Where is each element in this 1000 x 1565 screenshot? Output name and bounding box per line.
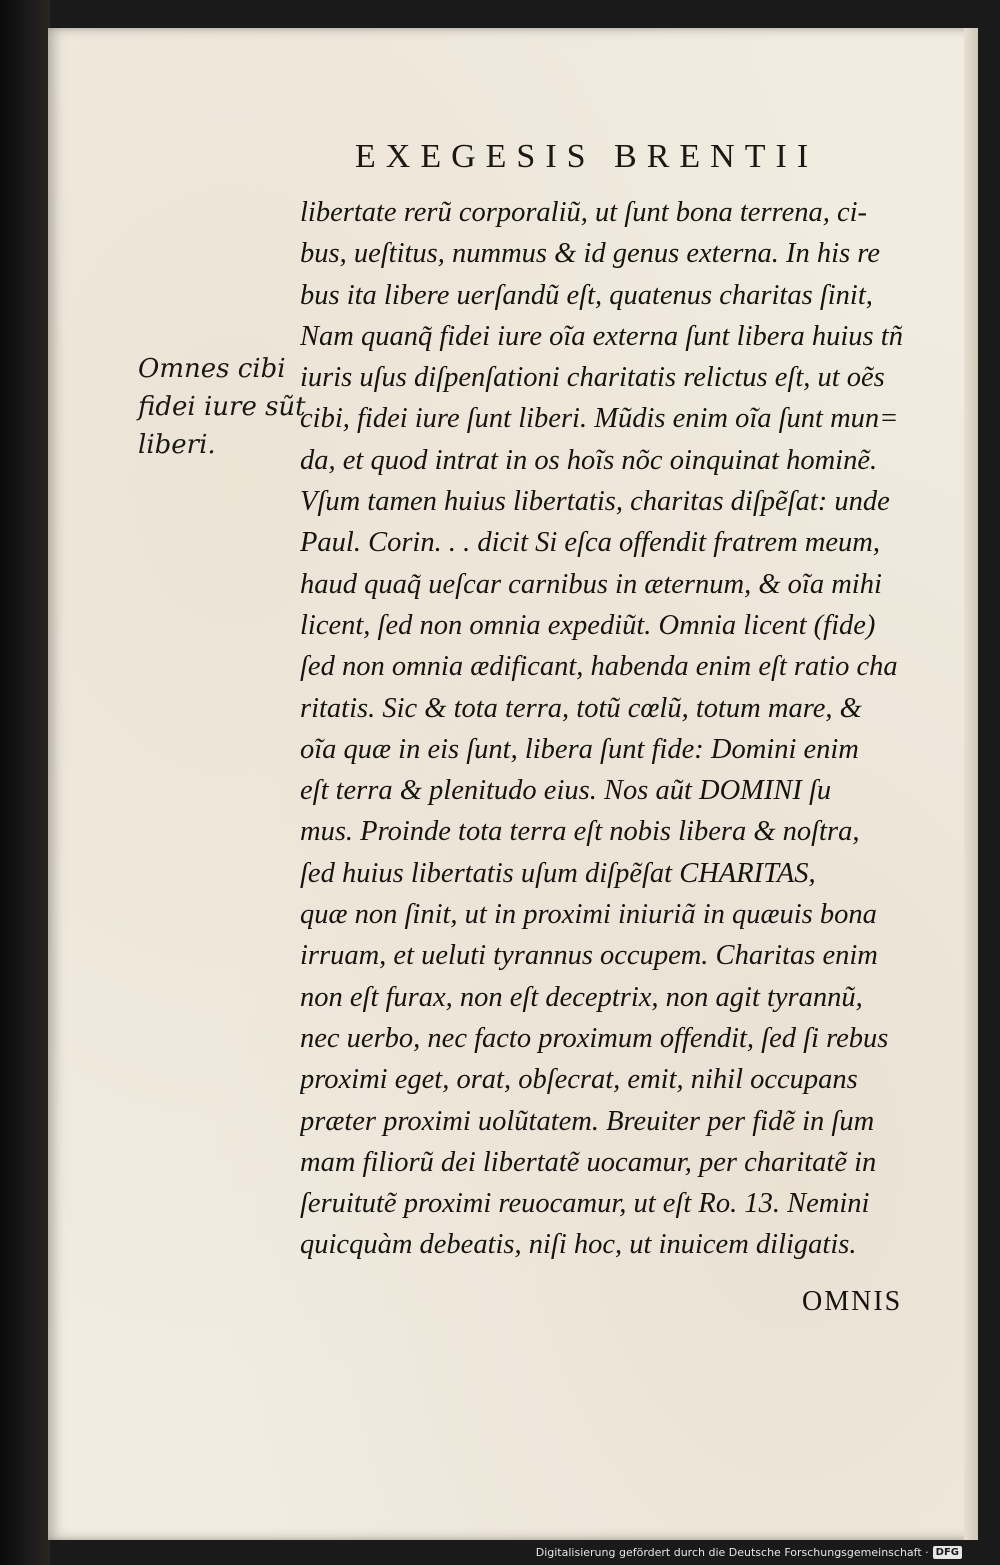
text-line: quicquàm debeatis, niſi hoc, ut inuicem diligatis. <box>300 1229 857 1261</box>
text-line: eſt terra & plenitudo eius. Nos aũt DOMINI ſu <box>300 775 832 807</box>
text-line: ſed non omnia ædificant, habenda enim eſt ratio cha <box>300 651 898 683</box>
page-edge <box>964 28 978 1540</box>
dfg-logo: DFG <box>933 1546 962 1559</box>
digitization-footer <box>536 1546 962 1559</box>
text-line: nec uerbo, nec facto proximum offendit, ſed ſi rebus <box>300 1022 889 1054</box>
text-line: mus. Proinde tota terra eſt nobis libera & noſtra, <box>300 816 860 848</box>
text-line: quæ non ſinit, ut in proximi iniuriã in quæuis bona <box>300 899 877 931</box>
text-line: proximi eget, orat, obſecrat, emit, nihil occupans <box>300 1064 858 1096</box>
text-line: irruam, et ueluti tyrannus occupem. Charitas enim <box>300 940 878 972</box>
text-line: ſed huius libertatis uſum diſpẽſat CHARITAS, <box>300 857 816 889</box>
text-line: licent, ſed non omnia expediũt. Omnia licent (fide) <box>300 609 876 641</box>
text-line: iuris uſus diſpenſationi charitatis relictus eſt, ut oẽs <box>300 362 885 394</box>
text-line: bus, ueſtitus, nummus & id genus externa. In his re <box>300 238 880 270</box>
text-line: non eſt furax, non eſt deceptrix, non agit tyrannũ, <box>300 981 863 1013</box>
catchword: OMNIS <box>802 1286 903 1317</box>
text-line: oĩa quæ in eis ſunt, libera ſunt fide: Domini enim <box>300 733 859 765</box>
book-spine-shadow <box>0 0 50 1565</box>
margin-note <box>138 350 306 464</box>
text-line: ritatis. Sic & tota terra, totũ cœlũ, totum mare, & <box>300 692 862 724</box>
running-head: EXEGESIS BRENTII <box>355 138 819 175</box>
body-text <box>300 192 940 1266</box>
text-line: da, et quod intrat in os hoĩs nõc oinquinat hominẽ. <box>300 444 878 476</box>
text-line: ſeruitutẽ proximi reuocamur, ut eſt Ro. 13. Nemini <box>300 1188 870 1220</box>
text-line: Nam quanq̃ fidei iure oĩa externa ſunt libera huius tñ <box>300 320 903 352</box>
text-line: libertate rerũ corporaliũ, ut ſunt bona terrena, ci- <box>300 197 868 228</box>
margin-note-line: fidei iure sũt <box>138 392 306 422</box>
text-line: præter proximi uolũtatem. Breuiter per fidẽ in ſum <box>300 1105 875 1137</box>
margin-note-line: liberi. <box>138 430 216 460</box>
text-line: haud quaq̃ ueſcar carnibus in æternum, & oĩa mihi <box>300 568 882 600</box>
text-line: mam filiorũ dei libertatẽ uocamur, per charitatẽ in <box>300 1146 877 1178</box>
text-line: bus ita libere uerſandũ eſt, quatenus charitas ſinit, <box>300 279 873 311</box>
footer-text: Digitalisierung gefördert durch die Deutsche Forschungsgemeinschaft · <box>535 1546 929 1559</box>
text-line: Paul. Corin. . . dicit Si eſca offendit fratrem meum, <box>300 527 880 559</box>
text-line: Vſum tamen huius libertatis, charitas diſpẽſat: unde <box>300 486 890 518</box>
text-line: cibi, fidei iure ſunt liberi. Mũdis enim oĩa ſunt mun= <box>300 403 899 435</box>
margin-note-line: Omnes cibi <box>138 354 286 384</box>
